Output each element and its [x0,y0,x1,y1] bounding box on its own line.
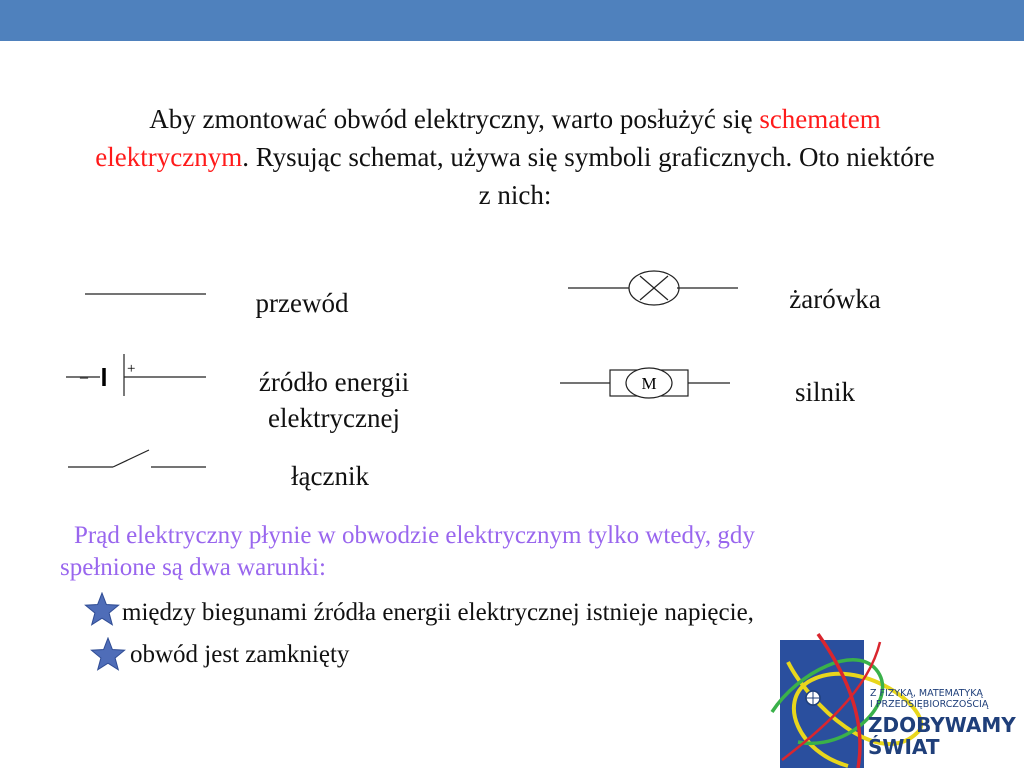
bulb-symbol [568,270,740,308]
logo-line-3: ZDOBYWAMY [868,713,1016,737]
wire-symbol [84,288,208,300]
intro-text-1: Aby zmontować obwód elektryczny, warto posłużyć się [149,104,760,134]
header-bar [0,0,1024,41]
switch-label: łącznik [291,461,369,491]
bulb-label: żarówka [789,284,881,314]
source-plus-sign: + [127,361,136,377]
logo-line-2: I PRZEDSIĘBIORCZOŚCIĄ [870,699,989,710]
motor-symbol [560,366,732,402]
intro-highlight: schematem elektrycznym [95,104,881,172]
energy-source-symbol [66,352,208,398]
blue-star-icon [84,592,120,628]
source-minus-sign: – [80,369,88,386]
conditions-line-2: spełnione są dwa warunki: [60,554,326,581]
condition-item-1: między biegunami źródła energii elektrycznej istnieje napięcie, [122,599,754,626]
energy-source-label-line1: źródło energii [258,367,410,397]
conditions-text [60,520,940,584]
blue-star-icon [90,637,126,673]
conditions-line-1: Prąd elektryczny płynie w obwodzie elektrycznym tylko wtedy, gdy [74,522,755,549]
energy-source-label-line2: elektrycznej [268,403,400,433]
motor-letter: M [641,374,657,393]
logo-line-1: Z FIZYKĄ, MATEMATYKĄ [870,688,983,699]
energy-source-label [214,364,454,436]
condition-item-2: obwód jest zamknięty [130,641,350,668]
intro-text-2: . Rysując schemat, używa się symboli graficznych. Oto niektóre z nich: [242,142,935,210]
intro-paragraph [90,100,940,214]
motor-label: silnik [794,377,855,407]
logo-line-4: ŚWIAT [868,735,940,759]
switch-symbol [68,446,208,472]
wire-label: przewód [255,288,349,318]
project-logo [768,632,1024,768]
